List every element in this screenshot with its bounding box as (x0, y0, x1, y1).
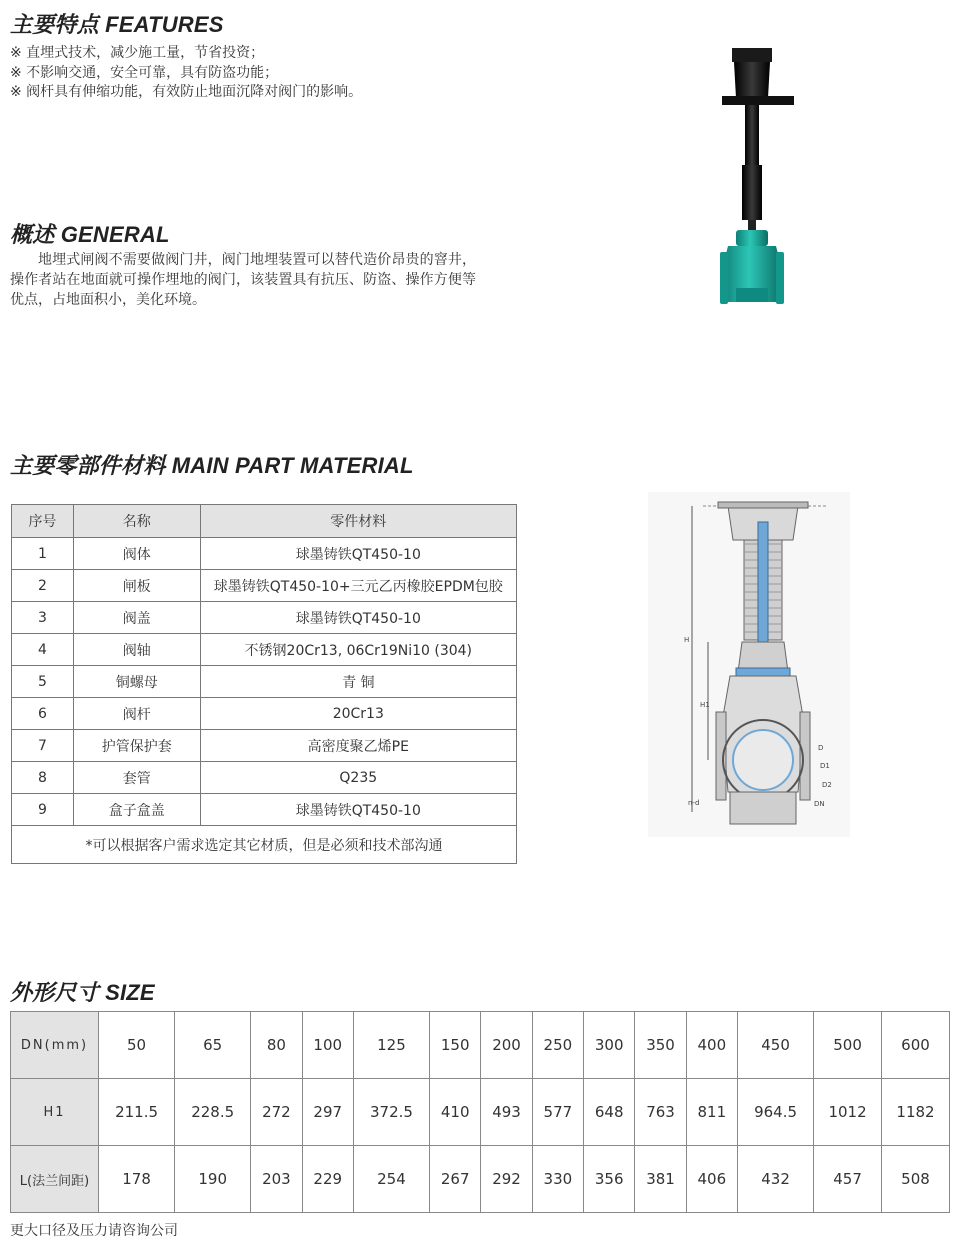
cell-no: 6 (12, 698, 74, 730)
features-title: 主要特点 FEATURES (10, 12, 224, 37)
cell-material: Q235 (200, 762, 516, 794)
drawing-illustration (648, 492, 850, 837)
cell-material: 青 铜 (200, 666, 516, 698)
features-list (10, 44, 362, 103)
label-d2: D2 (822, 781, 832, 789)
col-header: 名称 (73, 505, 200, 538)
cell-material: 球墨铸铁QT450-10 (200, 538, 516, 570)
cell-material: 球墨铸铁QT450-10+三元乙丙橡胶EPDM包胶 (200, 570, 516, 602)
table-cell: 577 (532, 1079, 583, 1146)
table-cell: 600 (882, 1012, 950, 1079)
table-row (12, 762, 517, 794)
table-cell: 410 (430, 1079, 481, 1146)
table-cell: 297 (302, 1079, 353, 1146)
cell-no: 2 (12, 570, 74, 602)
table-cell: 250 (532, 1012, 583, 1079)
table-row (12, 570, 517, 602)
table-cell: 500 (814, 1012, 882, 1079)
label-h1: H1 (700, 701, 710, 709)
table-cell: 356 (584, 1146, 635, 1213)
table-cell: 400 (686, 1012, 737, 1079)
general-text: 地埋式闸阀不需要做阀门井，阀门地埋装置可以替代造价昂贵的窨井，操作者站在地面就可操作埋地的阀门，该装置具有抗压、防盗、操作方便等优点，占地面积小，美化环境。 (10, 252, 476, 308)
table-cell: 203 (251, 1146, 302, 1213)
table-row (12, 794, 517, 826)
table-row (12, 730, 517, 762)
table-cell: 457 (814, 1146, 882, 1213)
table-header-row (12, 505, 517, 538)
cell-no: 7 (12, 730, 74, 762)
valve-product-image (648, 20, 853, 320)
col-header: 序号 (12, 505, 74, 538)
table-cell: 1012 (814, 1079, 882, 1146)
cell-material: 球墨铸铁QT450-10 (200, 602, 516, 634)
table-cell: 508 (882, 1146, 950, 1213)
table-row (12, 698, 517, 730)
table-cell: 292 (481, 1146, 532, 1213)
row-header: DN(mm) (11, 1012, 99, 1079)
table-cell: 267 (430, 1146, 481, 1213)
cell-material: 高密度聚乙烯PE (200, 730, 516, 762)
cell-no: 3 (12, 602, 74, 634)
cell-material: 不锈钢20Cr13, 06Cr19Ni10 (304) (200, 634, 516, 666)
row-header: L(法兰间距) (11, 1146, 99, 1213)
cell-no: 1 (12, 538, 74, 570)
cell-no: 4 (12, 634, 74, 666)
table-cell: 350 (635, 1012, 686, 1079)
table-cell: 432 (738, 1146, 814, 1213)
table-cell: 200 (481, 1012, 532, 1079)
row-header: H1 (11, 1079, 99, 1146)
table-cell: 150 (430, 1012, 481, 1079)
cell-name: 套管 (73, 762, 200, 794)
table-cell: 811 (686, 1079, 737, 1146)
cell-name: 铜螺母 (73, 666, 200, 698)
cell-material: 20Cr13 (200, 698, 516, 730)
table-cell: 190 (175, 1146, 251, 1213)
feature-item: ※ 直埋式技术，减少施工量，节省投资； (10, 45, 265, 61)
valve-technical-drawing (648, 492, 850, 837)
label-n-d: n-d (688, 799, 700, 807)
cell-name: 阀轴 (73, 634, 200, 666)
size-footnote: 更大口径及压力请咨询公司 (10, 1223, 178, 1239)
cell-no: 8 (12, 762, 74, 794)
cell-name: 闸板 (73, 570, 200, 602)
table-cell: 648 (584, 1079, 635, 1146)
table-cell: 1182 (882, 1079, 950, 1146)
col-header: 零件材料 (200, 505, 516, 538)
materials-title: 主要零部件材料 MAIN PART MATERIAL (10, 453, 414, 478)
cell-no: 9 (12, 794, 74, 826)
table-cell: 80 (251, 1012, 302, 1079)
table-cell: 406 (686, 1146, 737, 1213)
cell-name: 阀盖 (73, 602, 200, 634)
table-row (11, 1146, 950, 1213)
label-d: D (818, 744, 824, 752)
table-cell: 178 (99, 1146, 175, 1213)
size-table (10, 1011, 950, 1213)
general-title: 概述 GENERAL (10, 222, 170, 247)
materials-note: *可以根据客户需求选定其它材质，但是必须和技术部沟通 (12, 826, 517, 864)
cell-name: 护管保护套 (73, 730, 200, 762)
table-cell: 300 (584, 1012, 635, 1079)
table-row (12, 634, 517, 666)
table-cell: 125 (353, 1012, 429, 1079)
table-note-row (12, 826, 517, 864)
size-title: 外形尺寸 SIZE (10, 980, 155, 1005)
table-cell: 229 (302, 1146, 353, 1213)
table-cell: 372.5 (353, 1079, 429, 1146)
table-cell: 381 (635, 1146, 686, 1213)
cell-name: 阀体 (73, 538, 200, 570)
cell-material: 球墨铸铁QT450-10 (200, 794, 516, 826)
table-cell: 964.5 (738, 1079, 814, 1146)
table-cell: 450 (738, 1012, 814, 1079)
table-cell: 100 (302, 1012, 353, 1079)
table-cell: 211.5 (99, 1079, 175, 1146)
table-row (12, 538, 517, 570)
table-cell: 330 (532, 1146, 583, 1213)
table-cell: 763 (635, 1079, 686, 1146)
table-cell: 493 (481, 1079, 532, 1146)
valve-illustration (648, 20, 853, 320)
table-row (12, 666, 517, 698)
table-row (11, 1012, 950, 1079)
table-cell: 272 (251, 1079, 302, 1146)
cell-no: 5 (12, 666, 74, 698)
materials-table (11, 504, 517, 864)
cell-name: 阀杆 (73, 698, 200, 730)
table-row (11, 1079, 950, 1146)
table-cell: 254 (353, 1146, 429, 1213)
table-cell: 50 (99, 1012, 175, 1079)
feature-item: ※ 阀杆具有伸缩功能，有效防止地面沉降对阀门的影响。 (10, 84, 363, 100)
label-d1: D1 (820, 762, 830, 770)
table-cell: 228.5 (175, 1079, 251, 1146)
feature-item: ※ 不影响交通，安全可靠，具有防盗功能； (10, 64, 279, 81)
label-dn: DN (814, 800, 825, 808)
label-h: H (684, 636, 690, 644)
cell-name: 盒子盒盖 (73, 794, 200, 826)
table-row (12, 602, 517, 634)
table-cell: 65 (175, 1012, 251, 1079)
